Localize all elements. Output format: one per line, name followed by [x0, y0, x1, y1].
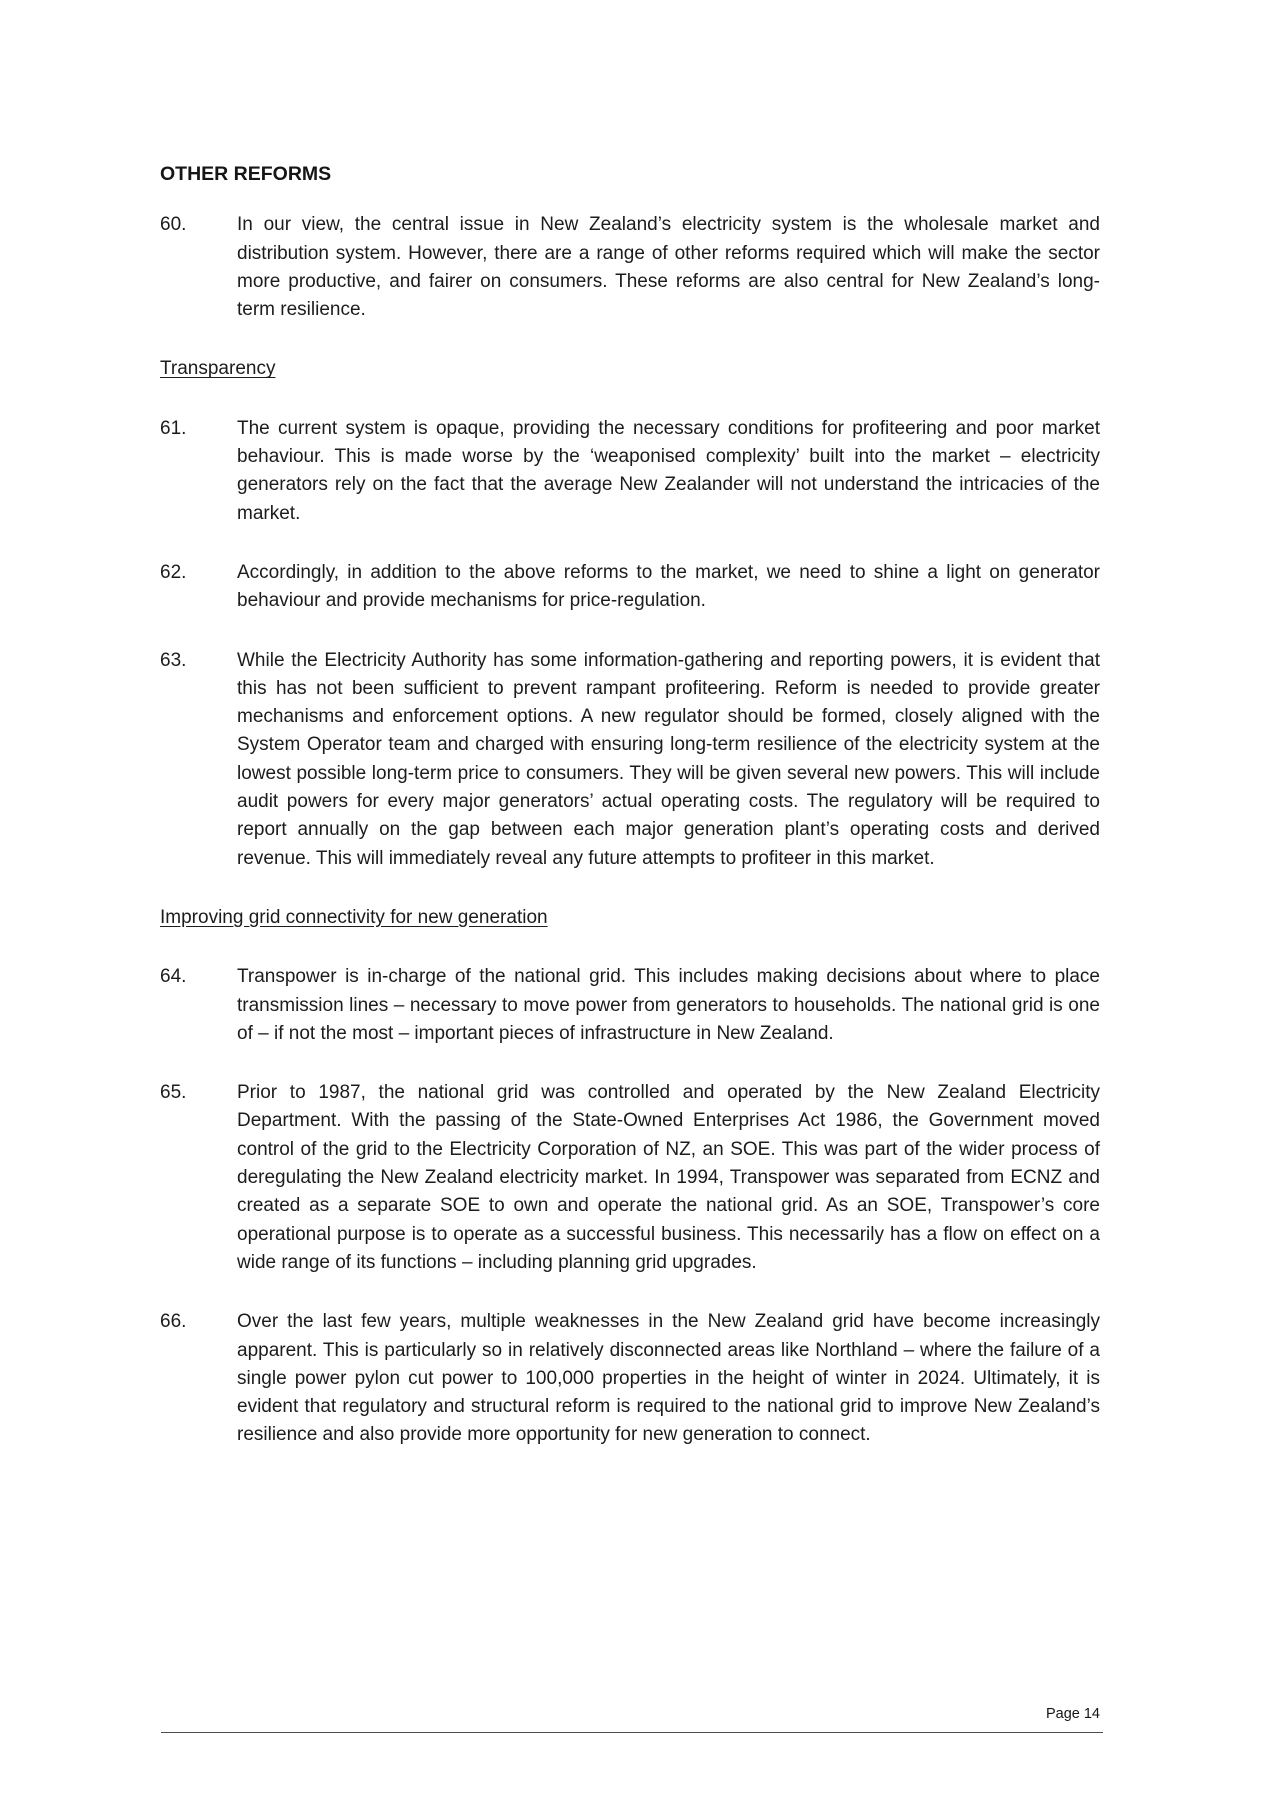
numbered-paragraph — [160, 647, 1100, 873]
footer-divider — [161, 1732, 1103, 1733]
paragraph-text: Prior to 1987, the national grid was controlled and operated by the New Zealand Electricity Department. With the passing of the State-Owned Enterprises Act 1986, the Government moved control of the grid to the Electricity Corporation of NZ, an SOE. This was part of the wider process of deregulating the New Zealand electricity market. In 1994, Transpower was separated from ECNZ and created as a separate SOE to own and operate the national grid. As an SOE, Transpower’s core operational purpose is to operate as a successful business. This necessarily has a flow on effect on a wide range of its functions – including planning grid upgrades. — [237, 1082, 1100, 1273]
paragraph-number: 63. — [160, 649, 187, 671]
numbered-paragraph — [160, 415, 1100, 528]
numbered-paragraph — [160, 1079, 1100, 1277]
paragraph-number: 64. — [160, 966, 187, 988]
page-content — [160, 160, 1100, 1481]
numbered-paragraph — [160, 559, 1100, 616]
subsection-heading-transparency: Transparency — [160, 358, 276, 380]
subsection-heading-grid-connectivity: Improving grid connectivity for new generation — [160, 906, 548, 928]
numbered-paragraph — [160, 963, 1100, 1048]
section-heading: OTHER REFORMS — [160, 163, 332, 185]
paragraph-number: 62. — [160, 561, 187, 583]
paragraph-text: The current system is opaque, providing the necessary conditions for profiteering and poor market behaviour. This is made worse by the ‘weaponised complexity’ built into the market – electricity generators rely on the fact that the average New Zealander will not understand the intricacies of the market. — [237, 417, 1100, 524]
paragraph-number: 65. — [160, 1082, 187, 1104]
paragraph-text: While the Electricity Authority has some information-gathering and reporting powers, it is evident that this has not been sufficient to prevent rampant profiteering. Reform is needed to provide greater mechanisms and enforcement options. A new regulator should be formed, closely aligned with the System Operator team and charged with ensuring long-term resilience of the electricity system at the lowest possible long-term price to consumers. They will be given several new powers. This will include audit powers for every major generators’ actual operating costs. The regulatory will be required to report annually on the gap between each major generation plant’s operating costs and derived revenue. This will immediately reveal any future attempts to profiteer in this market. — [237, 649, 1100, 869]
paragraph-number: 61. — [160, 417, 187, 439]
page-number: Page 14 — [1045, 1706, 1100, 1722]
paragraph-number: 66. — [160, 1311, 187, 1333]
paragraph-text: Over the last few years, multiple weaknesses in the New Zealand grid have become increasingly apparent. This is particularly so in relatively disconnected areas like Northland – where the failure of a single power pylon cut power to 100,000 properties in the height of winter in 2024. Ultimately, it is evident that regulatory and structural reform is required to the national grid to improve New Zealand’s resilience and also provide more opportunity for new generation to connect. — [237, 1311, 1100, 1446]
numbered-paragraph — [160, 1308, 1100, 1449]
paragraph-number: 60. — [160, 214, 187, 236]
paragraph-text: Transpower is in-charge of the national grid. This includes making decisions about where to place transmission lines – necessary to move power from generators to households. The national grid is one of – if not the most – important pieces of infrastructure in New Zealand. — [237, 966, 1100, 1044]
paragraph-text: Accordingly, in addition to the above reforms to the market, we need to shine a light on generator behaviour and provide mechanisms for price-regulation. — [237, 561, 1100, 612]
numbered-paragraph — [160, 211, 1100, 324]
paragraph-text: In our view, the central issue in New Zealand’s electricity system is the wholesale market and distribution system. However, there are a range of other reforms required which will make the sector more productive, and fairer on consumers. These reforms are also central for New Zealand’s long-term resilience. — [237, 214, 1100, 321]
